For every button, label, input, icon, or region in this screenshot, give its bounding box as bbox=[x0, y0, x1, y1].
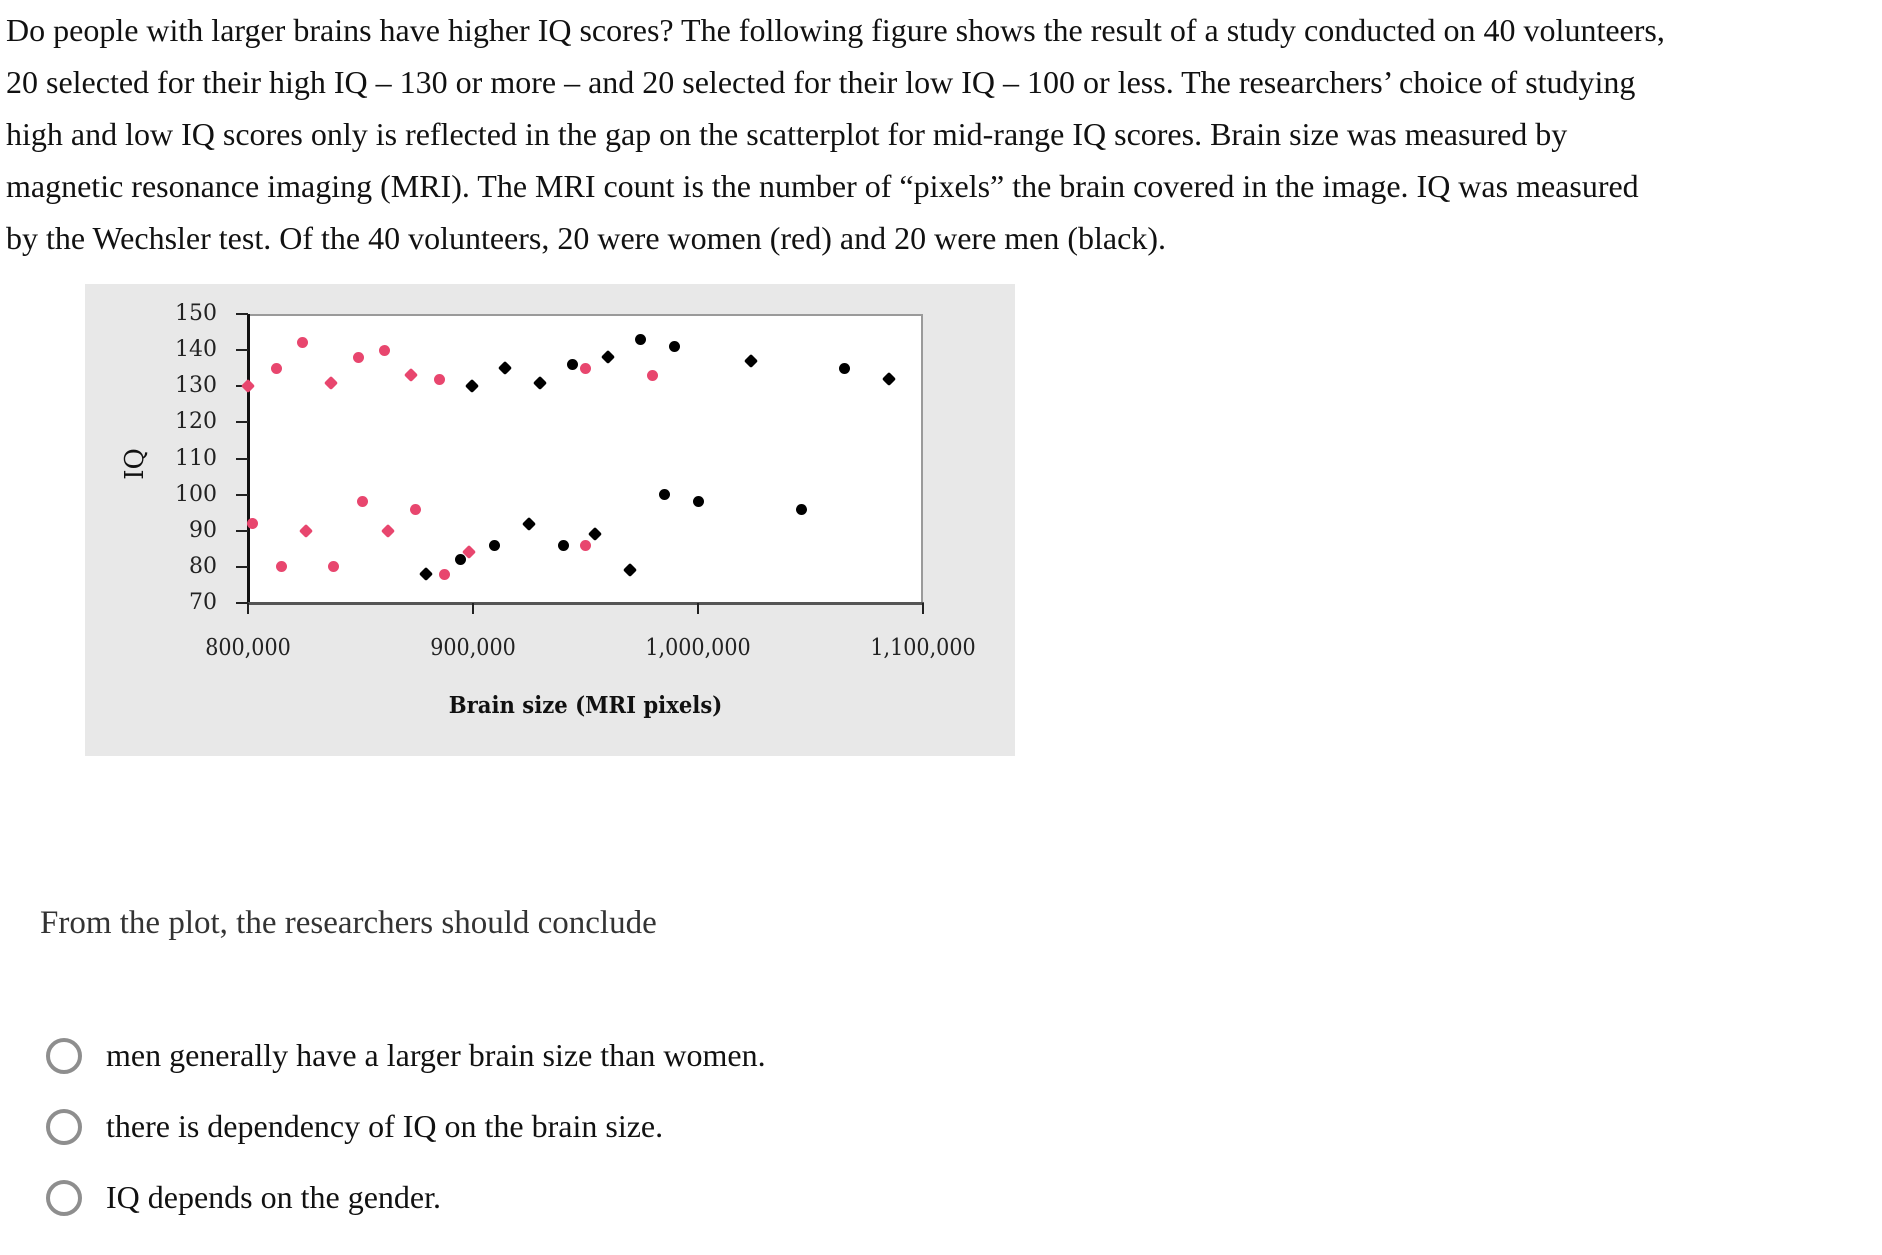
answer-option-label: IQ depends on the gender. bbox=[106, 1179, 442, 1215]
x-axis-title: Brain size (MRI pixels) bbox=[448, 692, 723, 719]
problem-statement-line: by the Wechsler test. Of the 40 volunteers, 20 were women (red) and 20 were men (black). bbox=[6, 220, 1166, 256]
problem-statement-line: magnetic resonance imaging (MRI). The MRI count is the number of “pixels” the brain covered in the image. IQ was measured bbox=[6, 168, 1639, 204]
women-data-point bbox=[353, 352, 364, 363]
scatterplot-figure bbox=[85, 284, 1015, 756]
women-data-point bbox=[580, 540, 591, 551]
y-tick-label: 100 bbox=[175, 481, 217, 507]
answer-option-label: men generally have a larger brain size than women. bbox=[106, 1037, 766, 1073]
women-data-point bbox=[379, 345, 390, 356]
men-data-point bbox=[796, 504, 807, 515]
problem-statement-line: high and low IQ scores only is reflected in the gap on the scatterplot for mid-range IQ scores. Brain size was measured by bbox=[6, 116, 1568, 152]
y-axis-line bbox=[247, 314, 250, 605]
y-tick-label: 70 bbox=[189, 590, 217, 615]
women-data-point bbox=[434, 374, 445, 385]
y-tick-label: 130 bbox=[175, 373, 217, 399]
men-data-point bbox=[558, 540, 569, 551]
y-tick-mark bbox=[236, 458, 248, 460]
answer-option-3[interactable] bbox=[46, 1162, 766, 1233]
y-tick-label: 150 bbox=[175, 301, 217, 326]
radio-button-icon[interactable] bbox=[46, 1038, 82, 1074]
y-tick-label: 80 bbox=[189, 553, 217, 579]
y-tick-label: 90 bbox=[189, 517, 217, 543]
y-tick-mark bbox=[236, 566, 248, 568]
problem-statement-line: Do people with larger brains have higher IQ scores? The following figure shows the result of a study conducted on 40 volunteers, bbox=[6, 12, 1665, 48]
radio-button-icon[interactable] bbox=[46, 1109, 82, 1145]
men-data-point bbox=[693, 496, 704, 507]
answer-option-1[interactable] bbox=[46, 1020, 766, 1091]
men-data-point bbox=[839, 363, 850, 374]
women-data-point bbox=[439, 569, 450, 580]
y-tick-mark bbox=[236, 421, 248, 423]
women-data-point bbox=[271, 363, 282, 374]
answer-option-2[interactable] bbox=[46, 1091, 766, 1162]
y-tick-label: 120 bbox=[175, 409, 217, 435]
question-prompt: From the plot, the researchers should conclude bbox=[40, 905, 657, 941]
x-tick-label: 1,100,000 bbox=[870, 635, 976, 661]
y-tick-mark bbox=[236, 494, 248, 496]
y-axis-title: IQ bbox=[120, 448, 150, 480]
men-data-point bbox=[635, 334, 646, 345]
y-tick-label: 110 bbox=[175, 445, 217, 471]
women-data-point bbox=[647, 370, 658, 381]
women-data-point bbox=[247, 518, 258, 529]
y-tick-mark bbox=[236, 349, 248, 351]
women-data-point bbox=[410, 504, 421, 515]
y-tick-mark bbox=[236, 530, 248, 532]
y-tick-label: 140 bbox=[175, 337, 217, 363]
x-tick-label: 800,000 bbox=[205, 635, 291, 661]
x-tick-label: 1,000,000 bbox=[645, 635, 751, 661]
answer-options bbox=[46, 1020, 766, 1233]
men-data-point bbox=[489, 540, 500, 551]
x-tick-mark bbox=[247, 603, 249, 614]
x-tick-mark bbox=[922, 603, 924, 614]
x-tick-mark bbox=[472, 603, 474, 614]
women-data-point bbox=[580, 363, 591, 374]
answer-option-label: there is dependency of IQ on the brain size. bbox=[106, 1108, 664, 1144]
x-axis-line bbox=[247, 602, 924, 605]
y-tick-mark bbox=[236, 313, 248, 315]
x-tick-mark bbox=[697, 603, 699, 614]
problem-statement-line: 20 selected for their high IQ – 130 or more – and 20 selected for their low IQ – 100 or less. The researchers’ choice of studying bbox=[6, 64, 1636, 100]
plot-area bbox=[248, 314, 923, 603]
problem-statement bbox=[6, 4, 1882, 264]
radio-button-icon[interactable] bbox=[46, 1180, 82, 1216]
x-tick-label: 900,000 bbox=[430, 635, 516, 661]
